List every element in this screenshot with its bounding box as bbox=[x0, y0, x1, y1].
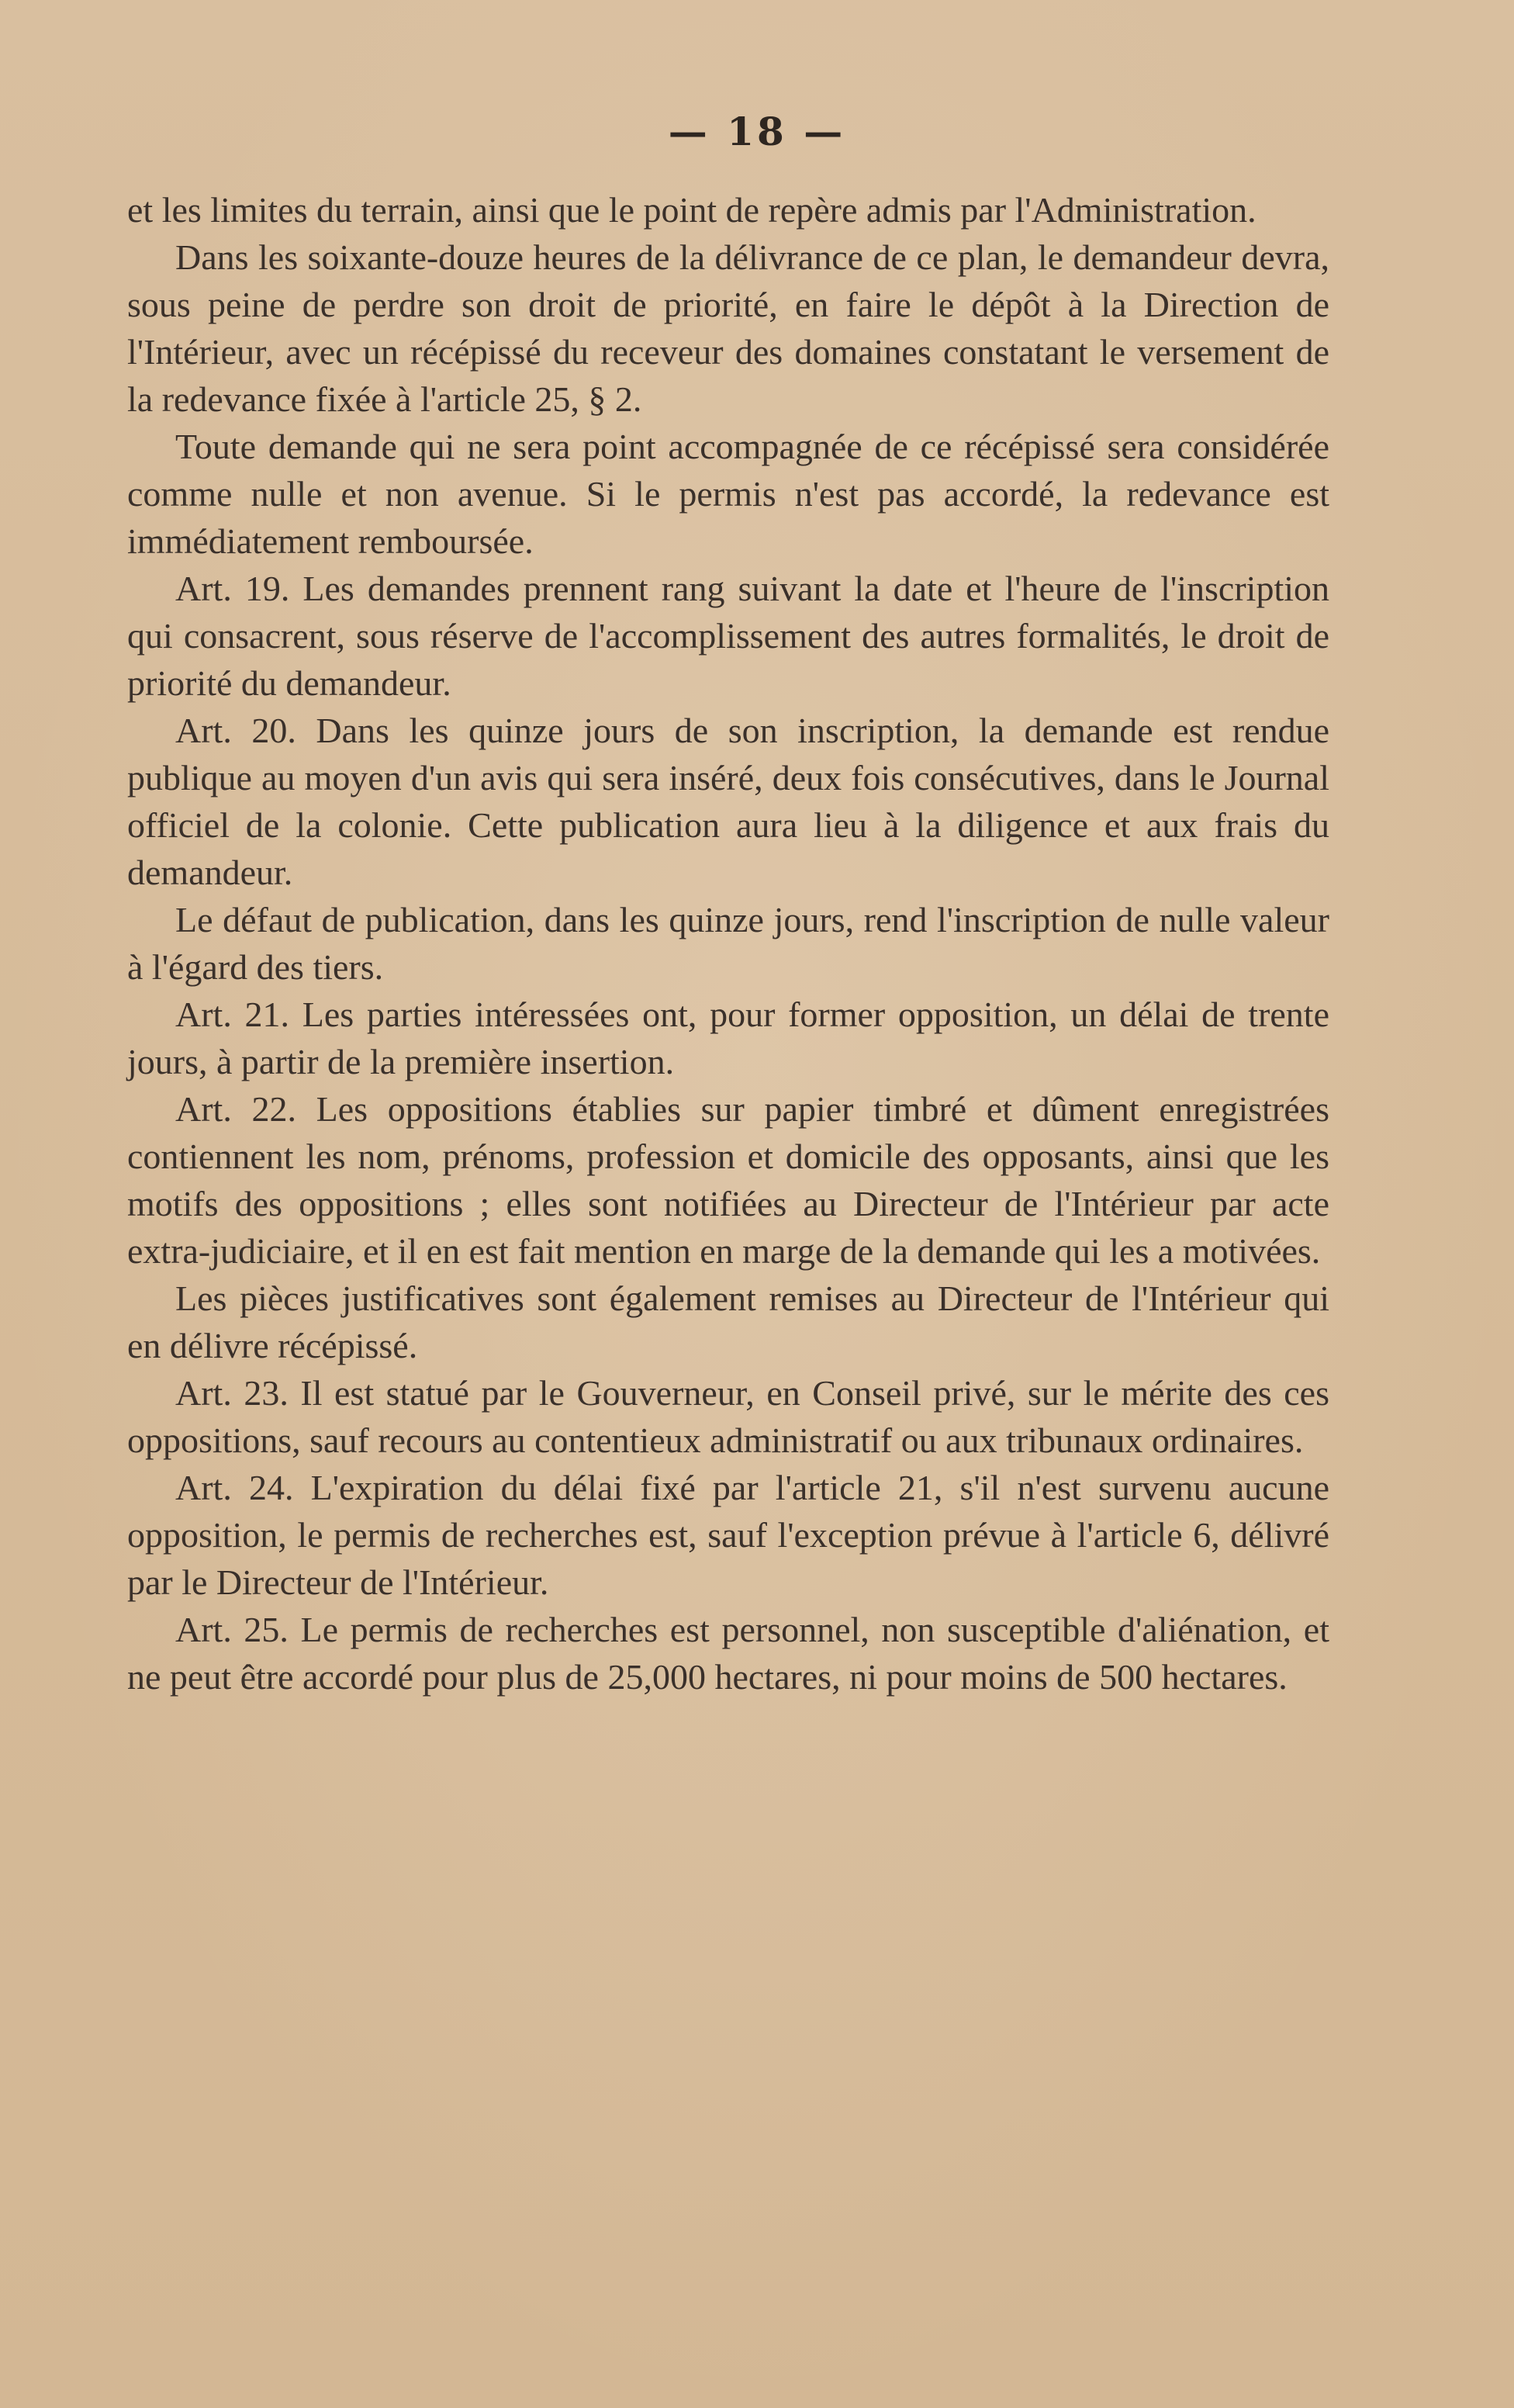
article-25: Art. 25. Le permis de recherches est personnel, non susceptible d'aliénation, et ne peut être accordé pour plus de 25,000 hectares, ni pour moins de 500 hectares. bbox=[127, 1610, 1329, 1697]
article-23: Art. 23. Il est statué par le Gouverneur, en Conseil privé, sur le mérite des ces oppositions, sauf recours au contentieux administratif ou aux tribunaux ordinaires. bbox=[127, 1373, 1329, 1460]
article-22: Art. 22. Les oppositions établies sur papier timbré et dûment enregistrées contiennent les nom, prénoms, profession et domicile des opposants, ainsi que les motifs des oppositions ; elles sont notifiées au Directeur de l'Intérieur par acte extra-judiciaire, et il en est fait mention en marge de la demande qui les a motivées. bbox=[127, 1089, 1329, 1271]
page-number: — 18 — bbox=[668, 109, 846, 154]
article-21: Art. 21. Les parties intéressées ont, pour former opposition, un délai de trente jours, à partir de la première insertion. bbox=[127, 995, 1329, 1081]
paragraph: Les pièces justificatives sont également remises au Directeur de l'Intérieur qui en délivre récépissé. bbox=[127, 1278, 1329, 1365]
article-24: Art. 24. L'expiration du délai fixé par l'article 21, s'il n'est survenu aucune opposition, le permis de recherches est, sauf l'exception prévue à l'article 6, délivré par le Directeur de l'Intérieur. bbox=[127, 1468, 1329, 1602]
body-text bbox=[127, 186, 1329, 1700]
paragraph: Le défaut de publication, dans les quinze jours, rend l'inscription de nulle valeur à l'égard des tiers. bbox=[127, 900, 1329, 987]
paragraph: Dans les soixante-douze heures de la délivrance de ce plan, le demandeur devra, sous peine de perdre son droit de priorité, en faire le dépôt à la Direction de l'Intérieur, avec un récépissé du receveur des domaines constatant le versement de la redevance fixée à l'article 25, § 2. bbox=[127, 237, 1329, 419]
paragraph: Toute demande qui ne sera point accompagnée de ce récépissé sera considérée comme nulle et non avenue. Si le permis n'est pas accordé, la redevance est immédiatement remboursée. bbox=[127, 427, 1329, 561]
paragraph-continuation: et les limites du terrain, ainsi que le point de repère admis par l'Administration. bbox=[127, 190, 1256, 230]
article-19: Art. 19. Les demandes prennent rang suivant la date et l'heure de l'inscription qui consacrent, sous réserve de l'accomplissement des autres formalités, le droit de priorité du demandeur. bbox=[127, 569, 1329, 703]
article-20: Art. 20. Dans les quinze jours de son inscription, la demande est rendue publique au moyen d'un avis qui sera inséré, deux fois consécutives, dans le Journal officiel de la colonie. Cette publication aura lieu à la diligence et aux frais du demandeur. bbox=[127, 711, 1329, 892]
